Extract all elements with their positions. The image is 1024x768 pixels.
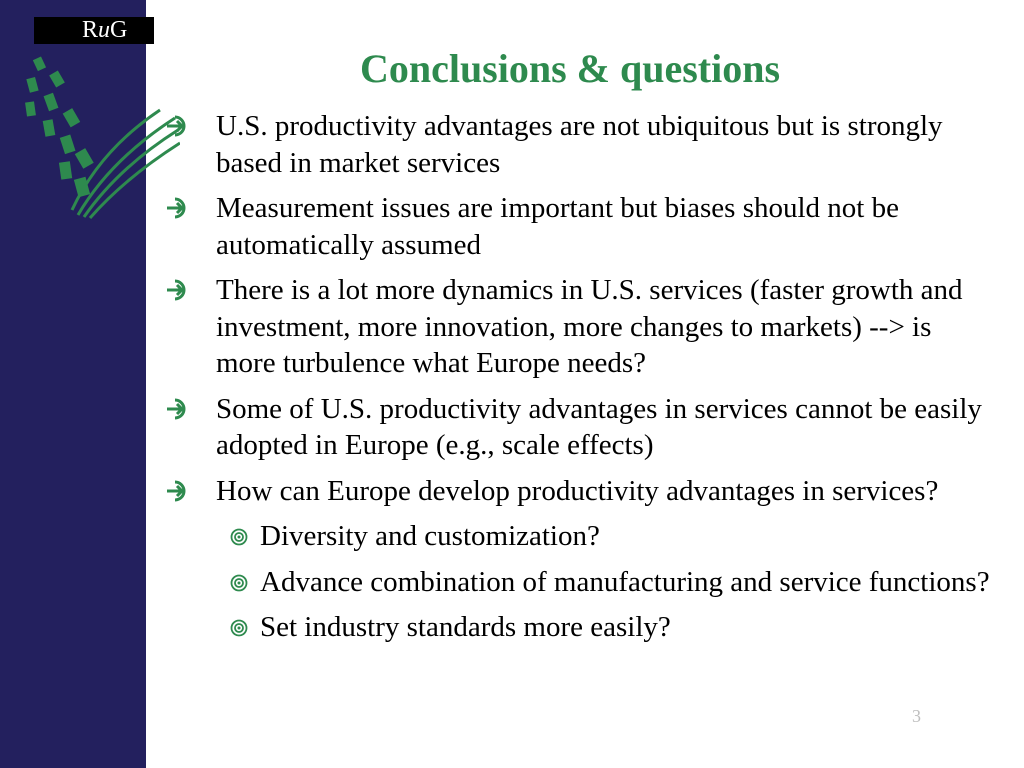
bullet-text: There is a lot more dynamics in U.S. services (faster growth and investment, more innovation, more changes to markets) --> is more turbulence what Europe needs?: [216, 274, 963, 379]
arrow-right-circle-icon: [166, 277, 192, 303]
logo-letter-g: G: [110, 17, 128, 43]
rug-emblem-icon: [20, 50, 180, 225]
sub-bullet-item: [166, 564, 996, 601]
logo-letter-u: u: [98, 17, 111, 43]
sub-bullet-text: Diversity and customization?: [260, 520, 600, 552]
sub-bullet-item: [166, 518, 996, 555]
page-number: 3: [912, 706, 921, 726]
arrow-right-circle-icon: [166, 195, 192, 221]
target-circle-icon: [230, 619, 248, 637]
target-circle-icon: [230, 528, 248, 546]
arrow-right-circle-icon: [166, 478, 192, 504]
target-circle-icon: [230, 574, 248, 592]
bullet-item: [166, 391, 996, 464]
bullet-list: [166, 108, 996, 655]
bullet-text: Some of U.S. productivity advantages in services cannot be easily adopted in Europe (e.g., scale effects): [216, 392, 982, 461]
bullet-item: [166, 190, 996, 263]
slide-title: Conclusions & questions: [359, 46, 781, 91]
rug-logo: [82, 16, 127, 44]
logo-letter-r: R: [82, 17, 99, 43]
sub-bullet-text: Set industry standards more easily?: [260, 611, 671, 643]
sub-bullet-item: [166, 609, 996, 646]
bullet-item: [166, 108, 996, 181]
bullet-text: How can Europe develop productivity advantages in services?: [216, 474, 939, 507]
arrow-right-circle-icon: [166, 396, 192, 422]
bullet-item: [166, 272, 996, 382]
arrow-right-circle-icon: [166, 113, 192, 139]
bullet-text: U.S. productivity advantages are not ubiquitous but is strongly based in market services: [216, 110, 943, 179]
bullet-item: [166, 473, 996, 510]
bullet-text: Measurement issues are important but biases should not be automatically assumed: [216, 192, 899, 261]
sub-bullet-text: Advance combination of manufacturing and service functions?: [260, 565, 990, 598]
